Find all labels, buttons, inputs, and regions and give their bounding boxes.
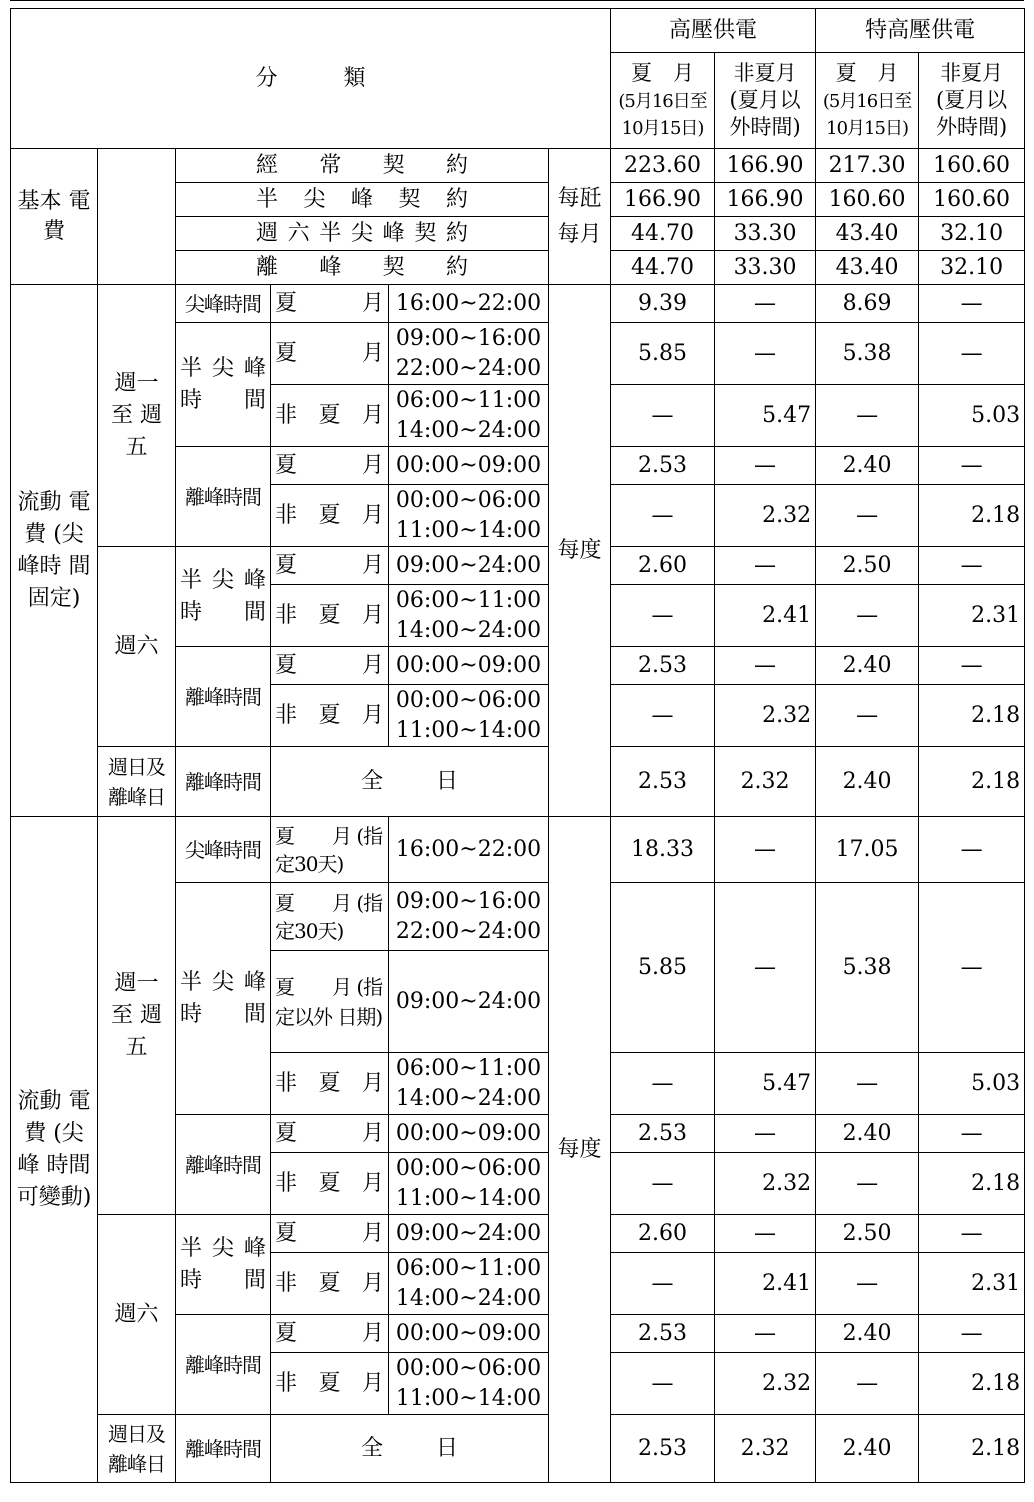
time-range: 06:00~11:00 14:00~24:00 — [389, 385, 549, 447]
non-summer-header-extra — [919, 53, 1025, 149]
value-cell: 160.60 — [919, 149, 1025, 183]
value-cell: — — [919, 547, 1025, 585]
value-cell: 5.47 — [715, 385, 816, 447]
summer-label: 夏 月 — [271, 447, 389, 485]
summer-label: 夏 月 — [271, 1315, 389, 1353]
value-cell: 2.53 — [611, 1115, 715, 1153]
saturday-label: 週六 — [98, 1215, 176, 1415]
summer-range-label: (5月16日至 10月15日) — [618, 91, 707, 139]
time-range: 09:00~16:00 22:00~24:00 — [389, 883, 549, 951]
summer-designated-label: 夏 月 (指定30天) — [271, 817, 389, 883]
value-cell: — — [611, 1053, 715, 1115]
category-header: 分 類 — [11, 9, 611, 149]
value-cell: — — [611, 485, 715, 547]
value-cell: 2.50 — [816, 547, 919, 585]
value-cell: — — [919, 647, 1025, 685]
value-cell: — — [919, 1215, 1025, 1253]
value-cell: 2.40 — [816, 447, 919, 485]
summer-label: 夏 月 — [271, 1215, 389, 1253]
value-cell: 2.18 — [919, 685, 1025, 747]
value-cell: — — [715, 447, 816, 485]
value-cell: 32.10 — [919, 251, 1025, 285]
half-peak-label: 半尖峰 時間 — [176, 1215, 271, 1315]
summer-label: 夏 月 — [271, 647, 389, 685]
off-peak-label: 離峰時間 — [176, 447, 271, 547]
value-cell: — — [611, 1153, 715, 1215]
off-peak-label: 離峰時間 — [176, 1115, 271, 1215]
basic-row-label: 週六半尖峰契約 — [176, 217, 549, 251]
sunday-label: 週日及 離峰日 — [98, 1415, 176, 1483]
value-cell: 32.10 — [919, 217, 1025, 251]
non-summer-month-label: 非夏月 — [733, 61, 797, 85]
value-cell: 2.18 — [919, 747, 1025, 817]
value-cell: 44.70 — [611, 251, 715, 285]
value-cell: 2.18 — [919, 1415, 1025, 1483]
off-peak-label: 離峰時間 — [176, 647, 271, 747]
value-cell: — — [715, 883, 816, 1053]
non-summer-label: 非 夏 月 — [271, 1253, 389, 1315]
value-cell: — — [816, 685, 919, 747]
basic-row-label: 經常契約 — [176, 149, 549, 183]
value-cell: 44.70 — [611, 217, 715, 251]
time-range: 00:00~06:00 11:00~14:00 — [389, 485, 549, 547]
summer-month-label: 夏 月 — [631, 61, 695, 85]
per-kwh-unit: 每度 — [549, 817, 611, 1483]
value-cell: — — [611, 585, 715, 647]
top-rule — [10, 0, 1024, 7]
value-cell: — — [715, 285, 816, 323]
value-cell: — — [919, 1115, 1025, 1153]
value-cell: — — [816, 1053, 919, 1115]
time-range: 00:00~09:00 — [389, 447, 549, 485]
per-kwh-unit: 每度 — [549, 285, 611, 817]
value-cell: — — [919, 817, 1025, 883]
value-cell: — — [611, 385, 715, 447]
time-range: 16:00~22:00 — [389, 817, 549, 883]
value-cell: 2.40 — [816, 647, 919, 685]
high-voltage-header: 高壓供電 — [611, 9, 816, 53]
non-summer-label: 非 夏 月 — [271, 1153, 389, 1215]
all-day-label: 全 日 — [271, 747, 549, 817]
value-cell: 2.40 — [816, 1415, 919, 1483]
half-peak-label: 半尖峰 時間 — [176, 883, 271, 1115]
value-cell: — — [715, 647, 816, 685]
value-cell: 223.60 — [611, 149, 715, 183]
value-cell: — — [611, 685, 715, 747]
value-cell: 5.85 — [611, 323, 715, 385]
value-cell: 2.40 — [816, 747, 919, 817]
value-cell: — — [715, 1215, 816, 1253]
time-range: 00:00~09:00 — [389, 1315, 549, 1353]
value-cell: 2.18 — [919, 1153, 1025, 1215]
saturday-label: 週六 — [98, 547, 176, 747]
tariff-table — [10, 8, 1025, 1483]
summer-label: 夏 月 — [271, 1115, 389, 1153]
time-range: 00:00~09:00 — [389, 1115, 549, 1153]
value-cell: 2.41 — [715, 1253, 816, 1315]
non-summer-label: 非 夏 月 — [271, 385, 389, 447]
non-summer-month-label: 非夏月 — [940, 61, 1004, 85]
half-peak-label: 半尖峰 時間 — [176, 323, 271, 447]
peak-label: 尖峰時間 — [176, 817, 271, 883]
summer-label: 夏 月 — [271, 547, 389, 585]
value-cell: — — [715, 1315, 816, 1353]
time-range: 06:00~11:00 14:00~24:00 — [389, 1253, 549, 1315]
time-range: 06:00~11:00 14:00~24:00 — [389, 585, 549, 647]
value-cell: 2.40 — [816, 1115, 919, 1153]
value-cell: 166.90 — [715, 149, 816, 183]
value-cell: 2.32 — [715, 1153, 816, 1215]
value-cell: — — [816, 1353, 919, 1415]
weekday-label: 週一 至 週五 — [98, 285, 176, 547]
value-cell: 2.60 — [611, 547, 715, 585]
value-cell: 5.03 — [919, 1053, 1025, 1115]
value-cell: 2.18 — [919, 485, 1025, 547]
time-range: 00:00~09:00 — [389, 647, 549, 685]
value-cell: 2.32 — [715, 685, 816, 747]
value-cell: 18.33 — [611, 817, 715, 883]
non-summer-range-label: (夏月以 外時間) — [729, 88, 801, 139]
value-cell: 2.53 — [611, 747, 715, 817]
value-cell: 9.39 — [611, 285, 715, 323]
value-cell: 5.47 — [715, 1053, 816, 1115]
value-cell: 2.60 — [611, 1215, 715, 1253]
value-cell: 2.40 — [816, 1315, 919, 1353]
value-cell: — — [611, 1353, 715, 1415]
value-cell: — — [816, 385, 919, 447]
time-range: 09:00~24:00 — [389, 547, 549, 585]
summer-label: 夏 月 — [271, 285, 389, 323]
value-cell: — — [919, 883, 1025, 1053]
value-cell: 5.38 — [816, 323, 919, 385]
value-cell: 2.32 — [715, 1353, 816, 1415]
value-cell: 2.53 — [611, 647, 715, 685]
value-cell: — — [611, 1253, 715, 1315]
value-cell: — — [816, 585, 919, 647]
variable-peak-group: 流動 電費 (尖峰 時間 可變動) — [11, 817, 98, 1483]
value-cell: — — [715, 547, 816, 585]
value-cell: 166.90 — [715, 183, 816, 217]
value-cell: 5.85 — [611, 883, 715, 1053]
value-cell: 2.53 — [611, 1415, 715, 1483]
value-cell: 2.18 — [919, 1353, 1025, 1415]
value-cell: — — [919, 1315, 1025, 1353]
summer-header — [611, 53, 715, 149]
value-cell: 5.38 — [816, 883, 919, 1053]
value-cell: 2.31 — [919, 1253, 1025, 1315]
value-cell: 2.32 — [715, 747, 816, 817]
value-cell: 2.32 — [715, 485, 816, 547]
unit-per-kw: 每瓩 — [557, 185, 602, 211]
summer-designated-label: 夏 月 (指定30天) — [271, 883, 389, 951]
peak-label: 尖峰時間 — [176, 285, 271, 323]
summer-non-designated-label: 夏 月 (指定以外 日期) — [271, 951, 389, 1053]
value-cell: 2.53 — [611, 1315, 715, 1353]
time-range: 16:00~22:00 — [389, 285, 549, 323]
value-cell: — — [715, 323, 816, 385]
non-summer-range-label: (夏月以 外時間) — [935, 88, 1008, 139]
time-range: 00:00~06:00 11:00~14:00 — [389, 1153, 549, 1215]
extra-high-voltage-header: 特高壓供電 — [816, 9, 1025, 53]
off-peak-label: 離峰時間 — [176, 1415, 271, 1483]
value-cell: 2.32 — [715, 1415, 816, 1483]
value-cell: 5.03 — [919, 385, 1025, 447]
non-summer-label: 非 夏 月 — [271, 585, 389, 647]
weekday-label: 週一 至 週五 — [98, 817, 176, 1215]
non-summer-label: 非 夏 月 — [271, 685, 389, 747]
value-cell: — — [919, 285, 1025, 323]
value-cell: 2.50 — [816, 1215, 919, 1253]
summer-label: 夏 月 — [271, 323, 389, 385]
value-cell: 43.40 — [816, 217, 919, 251]
value-cell: 160.60 — [816, 183, 919, 217]
summer-range-label: (5月16日至 10月15日) — [822, 91, 912, 139]
fixed-peak-group: 流動 電費 (尖峰時 間固定) — [11, 285, 98, 817]
time-range: 06:00~11:00 14:00~24:00 — [389, 1053, 549, 1115]
non-summer-header — [715, 53, 816, 149]
value-cell: 17.05 — [816, 817, 919, 883]
time-range: 00:00~06:00 11:00~14:00 — [389, 685, 549, 747]
basic-row-label: 半尖峰契約 — [176, 183, 549, 217]
value-cell: — — [816, 1253, 919, 1315]
basic-spacer — [98, 149, 176, 285]
sunday-label: 週日及 離峰日 — [98, 747, 176, 817]
value-cell: — — [715, 817, 816, 883]
value-cell: 160.60 — [919, 183, 1025, 217]
time-range: 09:00~24:00 — [389, 1215, 549, 1253]
off-peak-label: 離峰時間 — [176, 747, 271, 817]
value-cell: 2.31 — [919, 585, 1025, 647]
time-range: 09:00~24:00 — [389, 951, 549, 1053]
summer-month-label: 夏 月 — [835, 61, 899, 85]
non-summer-label: 非 夏 月 — [271, 485, 389, 547]
unit-per-month: 每月 — [557, 221, 602, 247]
value-cell: — — [816, 1153, 919, 1215]
value-cell: 8.69 — [816, 285, 919, 323]
value-cell: 33.30 — [715, 251, 816, 285]
basic-charge-group: 基本 電費 — [11, 149, 98, 285]
value-cell: — — [919, 447, 1025, 485]
value-cell: — — [919, 323, 1025, 385]
non-summer-label: 非 夏 月 — [271, 1353, 389, 1415]
summer-header-extra — [816, 53, 919, 149]
value-cell: 33.30 — [715, 217, 816, 251]
time-range: 00:00~06:00 11:00~14:00 — [389, 1353, 549, 1415]
value-cell: 166.90 — [611, 183, 715, 217]
all-day-label: 全 日 — [271, 1415, 549, 1483]
value-cell: 43.40 — [816, 251, 919, 285]
basic-unit — [549, 149, 611, 285]
value-cell: 217.30 — [816, 149, 919, 183]
value-cell: — — [816, 485, 919, 547]
basic-row-label: 離峰契約 — [176, 251, 549, 285]
value-cell: — — [715, 1115, 816, 1153]
time-range: 09:00~16:00 22:00~24:00 — [389, 323, 549, 385]
half-peak-label: 半尖峰 時間 — [176, 547, 271, 647]
value-cell: 2.41 — [715, 585, 816, 647]
value-cell: 2.53 — [611, 447, 715, 485]
off-peak-label: 離峰時間 — [176, 1315, 271, 1415]
non-summer-label: 非 夏 月 — [271, 1053, 389, 1115]
